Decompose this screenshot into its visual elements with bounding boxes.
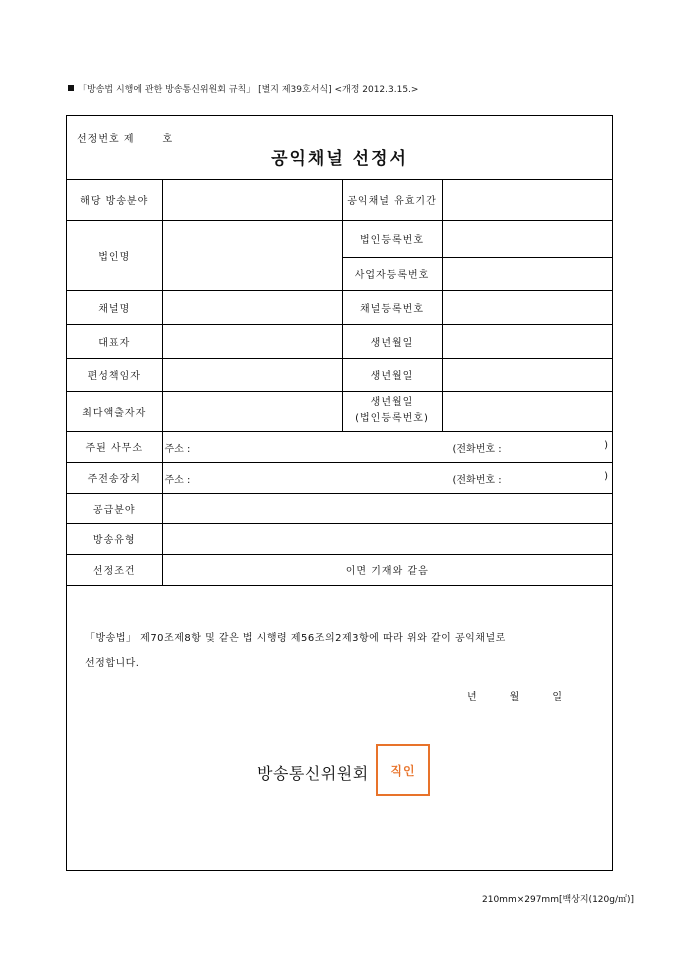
label-validity-period: 공익채널 유효기간	[342, 179, 442, 220]
field-broadcast-field[interactable]	[162, 179, 342, 220]
field-main-office[interactable]: 주소 : (전화번호 : )	[162, 431, 612, 462]
statement-text: 「방송법」 제70조제8항 및 같은 법 시행령 제56조의2제3항에 따라 위와 같이 공익채널로 선정합니다.	[85, 633, 506, 669]
field-channel-reg-no[interactable]	[442, 290, 612, 324]
selection-form	[66, 115, 613, 871]
label-corporation-name: 법인명	[67, 220, 162, 290]
date-line: 년 월 일	[467, 692, 563, 703]
field-supply-field[interactable]	[162, 493, 612, 523]
label-channel-name: 채널명	[67, 290, 162, 324]
field-editor-birth[interactable]	[442, 358, 612, 391]
label-corporation-reg-no: 법인등록번호	[342, 220, 442, 257]
label-editor: 편성책임자	[67, 358, 162, 391]
field-largest-investor[interactable]	[162, 391, 342, 431]
field-validity-period[interactable]	[442, 179, 612, 220]
form-reference-note: 「방송법 시행에 관한 방송통신위원회 규칙」 [별지 제39호서식] <개정 2012.3.15.>	[68, 82, 418, 95]
field-broadcast-type[interactable]	[162, 523, 612, 554]
label-business-reg-no: 사업자등록번호	[342, 257, 442, 290]
paper-spec-note: 210mm×297mm[백상지(120g/㎡)]	[482, 895, 635, 905]
label-representative: 대표자	[67, 324, 162, 358]
label-main-office: 주된 사무소	[67, 431, 162, 462]
field-editor[interactable]	[162, 358, 342, 391]
field-selection-conditions: 이면 기재와 같음	[162, 554, 612, 585]
label-broadcast-field: 해당 방송분야	[67, 179, 162, 220]
label-editor-birth: 생년월일	[342, 358, 442, 391]
label-largest-investor: 최다액출자자	[67, 391, 162, 431]
field-business-reg-no[interactable]	[442, 257, 612, 290]
label-representative-birth: 생년월일	[342, 324, 442, 358]
field-channel-name[interactable]	[162, 290, 342, 324]
field-corporation-reg-no[interactable]	[442, 220, 612, 257]
issuer-name: 방송통신위원회	[257, 764, 369, 783]
square-bullet-icon	[68, 85, 74, 91]
label-selection-conditions: 선정조건	[67, 554, 162, 585]
selection-number: 선정번호 제 호	[77, 134, 174, 145]
field-representative[interactable]	[162, 324, 342, 358]
form-title: 공익채널 선정서	[271, 149, 408, 169]
field-main-transmitter[interactable]: 주소 : (전화번호 : )	[162, 462, 612, 493]
form-table	[67, 179, 612, 586]
label-broadcast-type: 방송유형	[67, 523, 162, 554]
label-channel-reg-no: 채널등록번호	[342, 290, 442, 324]
label-main-transmitter: 주전송장치	[67, 462, 162, 493]
field-investor-birth[interactable]	[442, 391, 612, 431]
official-seal: 직인	[376, 744, 430, 796]
label-investor-birth: 생년월일 (법인등록번호)	[342, 391, 442, 431]
field-representative-birth[interactable]	[442, 324, 612, 358]
title-area	[67, 116, 612, 180]
field-corporation-name[interactable]	[162, 220, 342, 290]
label-supply-field: 공급분야	[67, 493, 162, 523]
